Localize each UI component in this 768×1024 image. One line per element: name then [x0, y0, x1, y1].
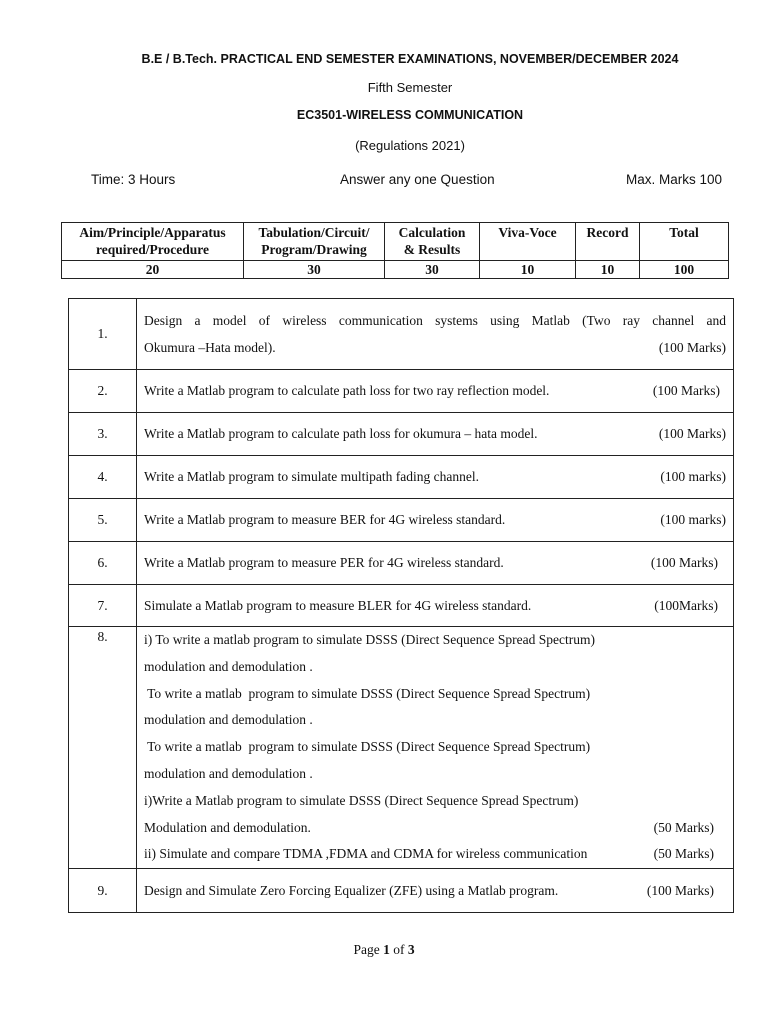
question-row	[69, 499, 734, 542]
marks-value-aim: 20	[62, 261, 244, 279]
question-marks: (100 Marks)	[646, 882, 714, 898]
question-number: 4.	[69, 456, 137, 499]
question-number: 8.	[69, 627, 137, 869]
exam-duration: Time: 3 Hours	[91, 172, 176, 187]
marks-header-viva: Viva-Voce	[480, 223, 576, 261]
question-text: Write a Matlab program to calculate path loss for two ray reflection model. (100 Marks)	[137, 370, 734, 413]
question-number: 7.	[69, 585, 137, 627]
question-row	[69, 542, 734, 585]
question-marks: (100 Marks)	[658, 340, 726, 355]
question-number: 1.	[69, 299, 137, 370]
question-marks: (100 marks)	[660, 512, 726, 527]
question-row	[69, 585, 734, 627]
question-number: 3.	[69, 413, 137, 456]
course-title: EC3501-WIRELESS COMMUNICATION	[296, 108, 524, 122]
max-marks: Max. Marks 100	[626, 172, 723, 187]
question-marks: (100 Marks)	[658, 426, 726, 441]
exam-instruction: Answer any one Question	[340, 172, 495, 187]
question-row	[69, 413, 734, 456]
marks-header-tabulation: Tabulation/Circuit/ Program/Drawing	[244, 223, 385, 261]
semester: Fifth Semester	[367, 80, 453, 95]
question-text: Write a Matlab program to measure PER for 4G wireless standard. (100 Marks)	[137, 542, 734, 585]
question-text: Write a Matlab program to measure BER for 4G wireless standard. (100 marks)	[137, 499, 734, 542]
question-text: Write a Matlab program to calculate path loss for okumura – hata model. (100 Marks)	[137, 413, 734, 456]
question-text: Design and Simulate Zero Forcing Equalizer (ZFE) using a Matlab program. (100 Marks)	[137, 869, 734, 913]
question-marks: (100 Marks)	[650, 555, 718, 570]
marks-value-tabulation: 30	[244, 261, 385, 279]
marks-header-aim: Aim/Principle/Apparatus required/Procedure	[62, 223, 244, 261]
marks-distribution-table	[61, 222, 729, 279]
question-text: i) To write a matlab program to simulate DSSS (Direct Sequence Spread Spectrum) modulation and demodulation . To write a matlab program to simulate DSSS (Direct Sequence Spread Spectrum) modulation and demodulation . To write a matlab program to simulate DSSS (Direct Sequence Spread Spectrum) modulation and demodulation . i)Write a Matlab program to simulate DSSS (Direct Sequence Spread Spectrum) Modulation and demodulation. (50 Marks) ii) Simulate and compare TDMA ,FDMA and CDMA for wireless communication (50 Marks)	[137, 627, 734, 869]
marks-value-calculation: 30	[385, 261, 480, 279]
question-marks: (50 Marks)	[653, 819, 714, 835]
question-number: 2.	[69, 370, 137, 413]
question-text: Simulate a Matlab program to measure BLER for 4G wireless standard. (100Marks)	[137, 585, 734, 627]
question-text: Design a model of wireless communication systems using Matlab (Two ray channel and Okumura –Hata model). (100 Marks)	[137, 299, 734, 370]
marks-value-viva: 10	[480, 261, 576, 279]
marks-value-total: 100	[640, 261, 729, 279]
exam-title: B.E / B.Tech. PRACTICAL END SEMESTER EXAMINATIONS, NOVEMBER/DECEMBER 2024	[141, 52, 679, 66]
question-row	[69, 627, 734, 869]
question-marks: (100Marks)	[654, 597, 718, 613]
question-marks: (100 marks)	[660, 469, 726, 484]
question-row	[69, 456, 734, 499]
question-row	[69, 370, 734, 413]
marks-header-total: Total	[640, 223, 729, 261]
question-number: 6.	[69, 542, 137, 585]
question-row	[69, 869, 734, 913]
questions-table	[68, 298, 734, 913]
question-number: 5.	[69, 499, 137, 542]
regulations: (Regulations 2021)	[355, 138, 465, 153]
page-footer: Page 1 of 3	[353, 942, 415, 957]
question-number: 9.	[69, 869, 137, 913]
marks-header-calculation: Calculation & Results	[385, 223, 480, 261]
question-text: Write a Matlab program to simulate multipath fading channel. (100 marks)	[137, 456, 734, 499]
question-marks: (100 Marks)	[652, 383, 720, 398]
marks-value-record: 10	[576, 261, 640, 279]
question-marks: (50 Marks)	[653, 846, 714, 862]
question-row	[69, 299, 734, 370]
marks-header-record: Record	[576, 223, 640, 261]
